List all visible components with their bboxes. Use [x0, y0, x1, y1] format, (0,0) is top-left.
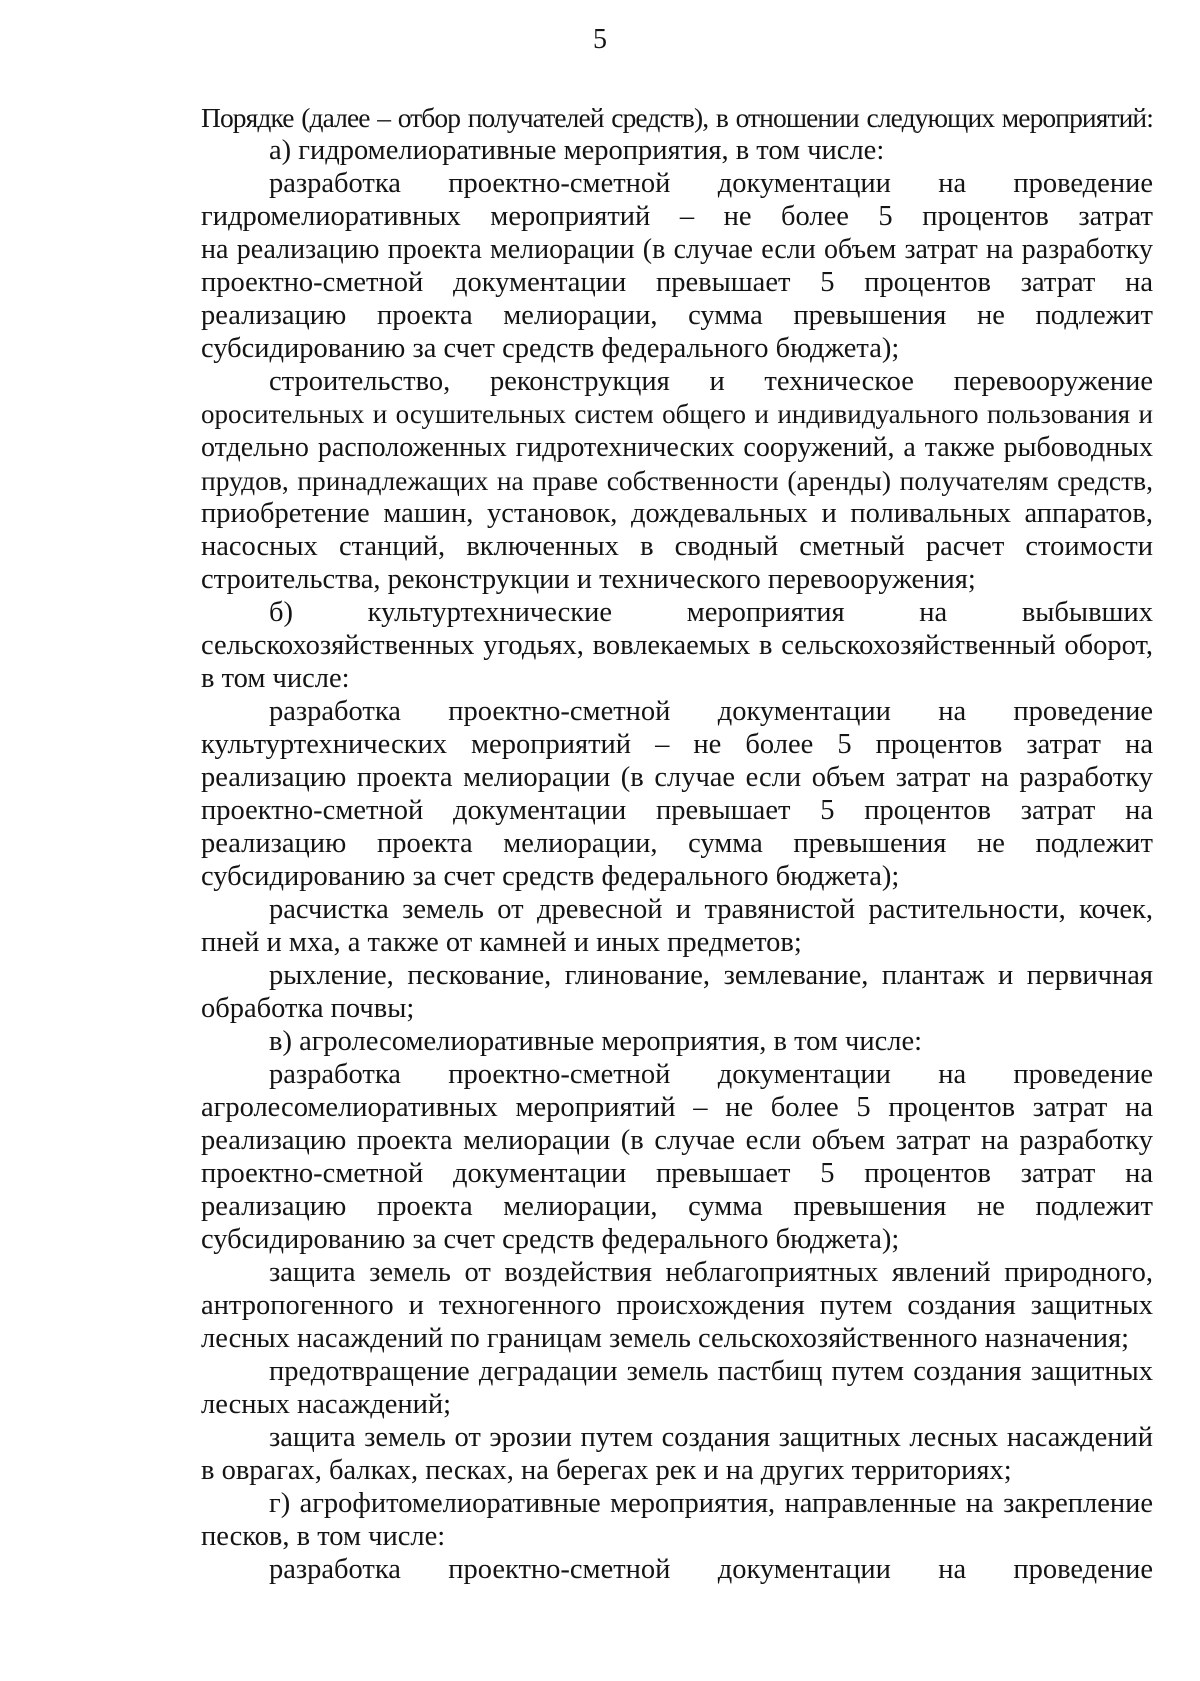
- text-line: прудов, принадлежащих на праве собственности (аренды) получателям средств,: [201, 465, 1153, 496]
- text-line: отдельно расположенных гидротехнических сооружений, а также рыбоводных: [201, 432, 1153, 463]
- text-line: предотвращение деградации земель пастбищ путем создания защитных: [269, 1356, 1153, 1387]
- text-line: реализацию проекта мелиорации (в случае если объем затрат на разработку: [201, 1125, 1153, 1156]
- text-line: а) гидромелиоративные мероприятия, в том числе:: [269, 135, 885, 166]
- text-line: в том числе:: [201, 663, 350, 694]
- text-line: рыхление, пескование, глинование, землевание, плантаж и первичная: [269, 960, 1153, 991]
- text-line: разработка проектно-сметной документации на проведение: [269, 168, 1153, 199]
- text-line: лесных насаждений;: [201, 1389, 452, 1420]
- text-line: на реализацию проекта мелиорации (в случае если объем затрат на разработку: [201, 234, 1153, 265]
- text-line: защита земель от эрозии путем создания защитных лесных насаждений: [269, 1422, 1153, 1453]
- text-line: лесных насаждений по границам земель сельскохозяйственного назначения;: [201, 1323, 1130, 1354]
- text-line: проектно-сметной документации превышает 5 процентов затрат на: [201, 795, 1153, 826]
- text-line: реализацию проекта мелиорации, сумма превышения не подлежит: [201, 828, 1153, 859]
- text-line: разработка проектно-сметной документации на проведение: [269, 1059, 1153, 1090]
- text-line: песков, в том числе:: [201, 1521, 446, 1552]
- text-line: насосных станций, включенных в сводный сметный расчет стоимости: [201, 531, 1153, 562]
- text-line: г) агрофитомелиоративные мероприятия, направленные на закрепление: [269, 1488, 1153, 1519]
- text-line: субсидированию за счет средств федерального бюджета);: [201, 861, 900, 892]
- text-line: приобретение машин, установок, дождевальных и поливальных аппаратов,: [201, 498, 1153, 529]
- text-line: агролесомелиоративных мероприятий – не более 5 процентов затрат на: [201, 1092, 1153, 1123]
- text-line: реализацию проекта мелиорации, сумма превышения не подлежит: [201, 300, 1153, 331]
- document-body: [201, 101, 1153, 1586]
- text-line: проектно-сметной документации превышает 5 процентов затрат на: [201, 267, 1153, 298]
- text-line: строительство, реконструкция и техническое перевооружение: [269, 366, 1153, 397]
- text-line: обработка почвы;: [201, 993, 415, 1024]
- text-line: расчистка земель от древесной и травянистой растительности, кочек,: [269, 894, 1153, 925]
- text-line: субсидированию за счет средств федерального бюджета);: [201, 333, 900, 364]
- text-line: б) культуртехнические мероприятия на выбывших: [269, 597, 1153, 628]
- text-line: субсидированию за счет средств федерального бюджета);: [201, 1224, 900, 1255]
- text-line: сельскохозяйственных угодьях, вовлекаемых в сельскохозяйственный оборот,: [201, 630, 1153, 661]
- text-line: пней и мха, а также от камней и иных предметов;: [201, 927, 802, 958]
- text-line: гидромелиоративных мероприятий – не более 5 процентов затрат: [201, 201, 1153, 232]
- text-line: оросительных и осушительных систем общего и индивидуального пользования и: [201, 399, 1153, 429]
- text-line: строительства, реконструкции и технического перевооружения;: [201, 564, 976, 595]
- text-line: в) агролесомелиоративные мероприятия, в том числе:: [269, 1026, 923, 1057]
- text-line: реализацию проекта мелиорации (в случае если объем затрат на разработку: [201, 762, 1153, 793]
- text-line: антропогенного и техногенного происхождения путем создания защитных: [201, 1290, 1153, 1321]
- text-line: в оврагах, балках, песках, на берегах рек и на других территориях;: [201, 1455, 1012, 1486]
- text-line: проектно-сметной документации превышает 5 процентов затрат на: [201, 1158, 1153, 1189]
- text-line: разработка проектно-сметной документации на проведение: [269, 696, 1153, 727]
- text-line: реализацию проекта мелиорации, сумма превышения не подлежит: [201, 1191, 1153, 1222]
- text-line: культуртехнических мероприятий – не более 5 процентов затрат на: [201, 729, 1153, 760]
- text-line: защита земель от воздействия неблагоприятных явлений природного,: [269, 1257, 1153, 1288]
- page-number: 5: [593, 24, 607, 55]
- text-line: разработка проектно-сметной документации на проведение: [269, 1554, 1153, 1585]
- text-line: Порядке (далее – отбор получателей средств), в отношении следующих мероприятий:: [201, 102, 1153, 133]
